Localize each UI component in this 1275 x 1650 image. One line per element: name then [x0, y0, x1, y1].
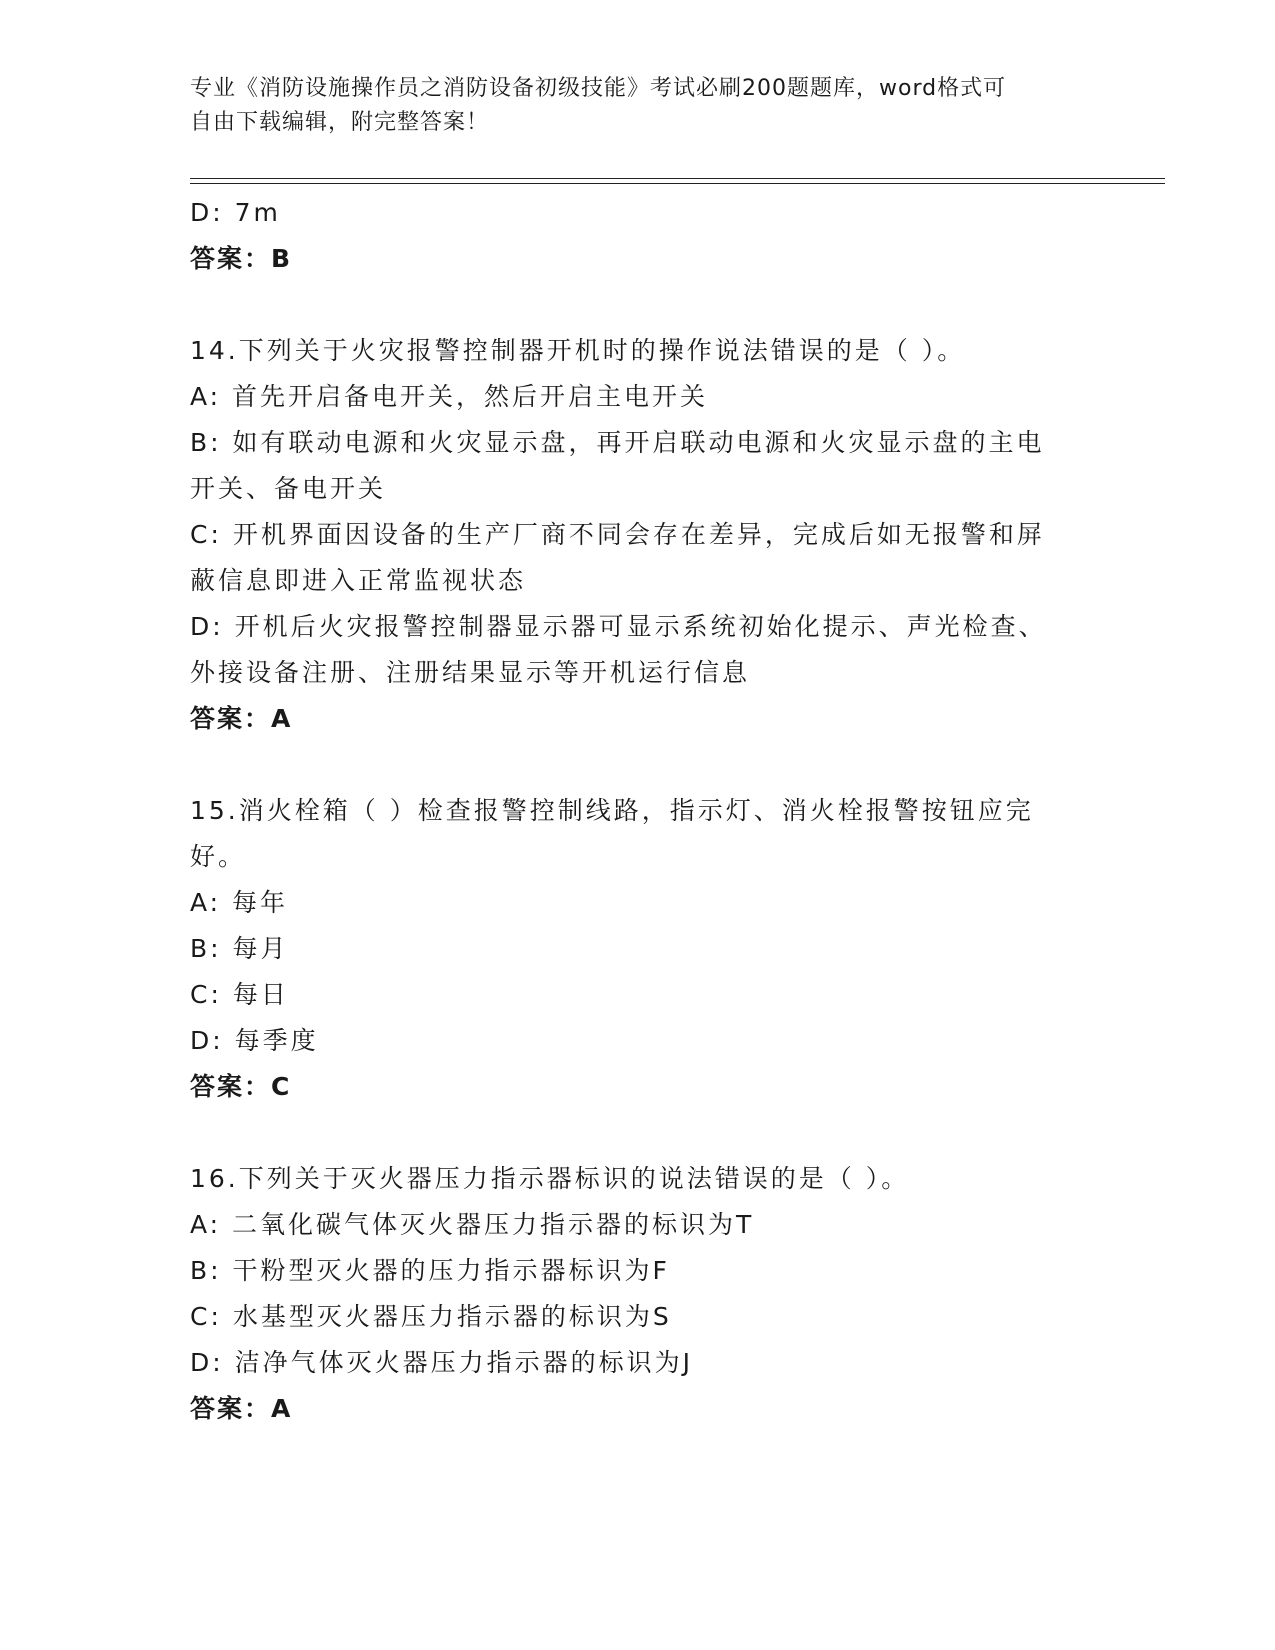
- spacer: [190, 1110, 1090, 1156]
- answer-value: A: [271, 704, 293, 733]
- spacer: [190, 282, 1090, 328]
- option-c-cont: 蔽信息即进入正常监视状态: [190, 566, 527, 595]
- answer-label: 答案：: [190, 704, 272, 733]
- option-c: C: 开机界面因设备的生产厂商不同会存在差异，完成后如无报警和屏: [190, 520, 1045, 549]
- option-a: A: 首先开启备电开关，然后开启主电开关: [190, 382, 709, 411]
- option-d: D: 洁净气体灭火器压力指示器的标识为J: [190, 1348, 693, 1377]
- question-stem: 16.下列关于灭火器压力指示器标识的说法错误的是（ ）。: [190, 1164, 910, 1193]
- answer-value: B: [271, 244, 293, 273]
- header-line-2: 自由下载编辑，附完整答案！: [190, 110, 490, 135]
- option-b-cont: 开关、备电开关: [190, 474, 387, 503]
- option-b: B: 每月: [190, 934, 289, 963]
- page-header: [190, 72, 1090, 140]
- answer-label: 答案：: [190, 1394, 272, 1423]
- question-stem: 14.下列关于火灾报警控制器开机时的操作说法错误的是（ ）。: [190, 336, 966, 365]
- question-15: [190, 788, 1090, 1110]
- answer: [190, 1386, 1090, 1432]
- prev-option-d: D: 7m: [190, 198, 281, 227]
- option-a: A: 二氧化碳气体灭火器压力指示器的标识为T: [190, 1210, 755, 1239]
- header-line-1: 专业《消防设施操作员之消防设备初级技能》考试必刷200题题库，word格式可: [190, 76, 1007, 101]
- header-divider-bottom: [190, 183, 1165, 184]
- question-16: [190, 1156, 1090, 1432]
- option-d: D: 每季度: [190, 1026, 319, 1055]
- question-stem: 15.消火栓箱（ ）检查报警控制线路，指示灯、消火栓报警按钮应完: [190, 796, 1034, 825]
- option-c: C: 每日: [190, 980, 289, 1009]
- answer: [190, 1064, 1090, 1110]
- answer-value: A: [271, 1394, 293, 1423]
- option-b: B: 如有联动电源和火灾显示盘，再开启联动电源和火灾显示盘的主电: [190, 428, 1045, 457]
- prev-answer: [190, 236, 1090, 282]
- answer-value: C: [271, 1072, 292, 1101]
- answer-label: 答案：: [190, 244, 272, 273]
- option-b: B: 干粉型灭火器的压力指示器标识为F: [190, 1256, 670, 1285]
- option-d-cont: 外接设备注册、注册结果显示等开机运行信息: [190, 658, 751, 687]
- option-c: C: 水基型灭火器压力指示器的标识为S: [190, 1302, 672, 1331]
- spacer: [190, 742, 1090, 788]
- answer: [190, 696, 1090, 742]
- option-d: D: 开机后火灾报警控制器显示器可显示系统初始化提示、声光检查、: [190, 612, 1047, 641]
- header-divider-top: [190, 178, 1165, 179]
- question-stem-cont: 好。: [190, 842, 247, 871]
- option-a: A: 每年: [190, 888, 289, 917]
- answer-label: 答案：: [190, 1072, 272, 1101]
- question-14: [190, 328, 1090, 742]
- question-content: [190, 190, 1090, 1432]
